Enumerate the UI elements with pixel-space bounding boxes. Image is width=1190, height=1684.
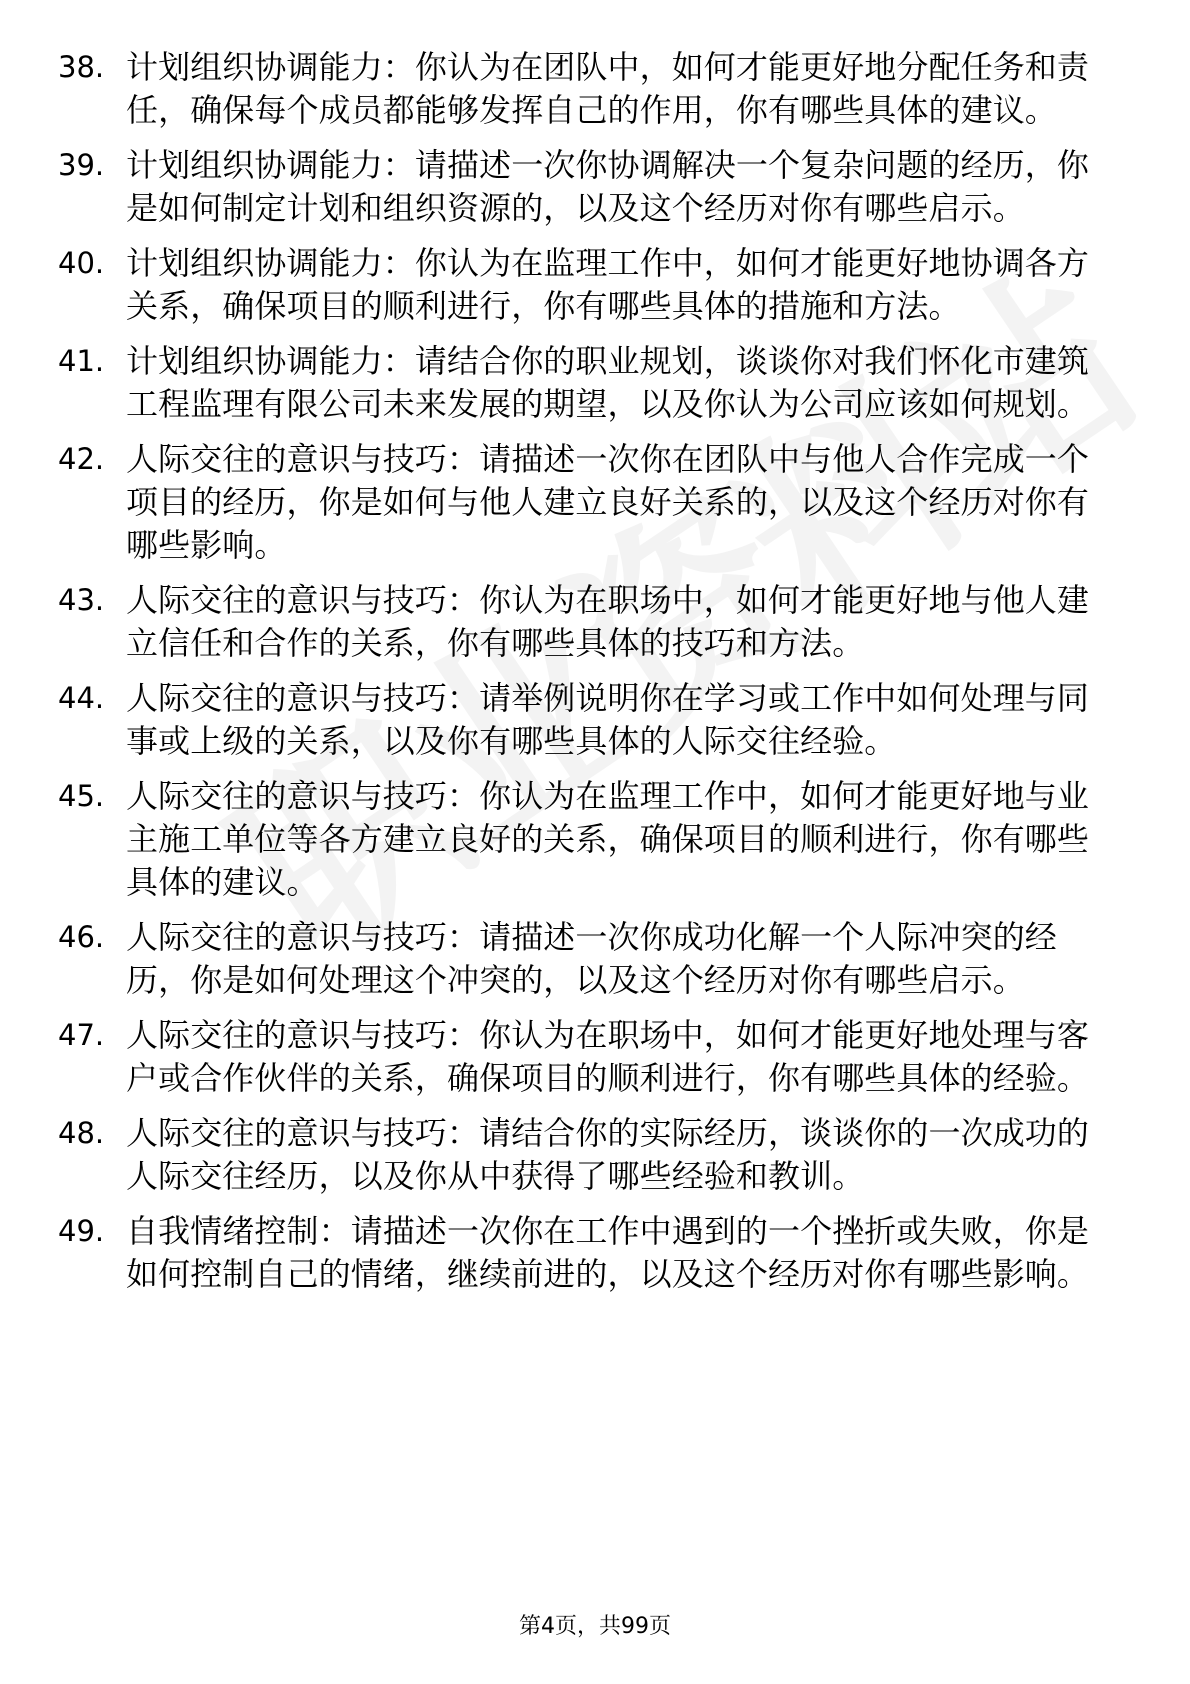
question-item bbox=[58, 340, 1118, 426]
question-item bbox=[58, 1210, 1118, 1296]
page-footer bbox=[0, 1612, 1190, 1642]
question-item bbox=[58, 1014, 1118, 1100]
question-item bbox=[58, 1112, 1118, 1198]
question-text: 计划组织协调能力：你认为在团队中，如何才能更好地分配任务和责任，确保每个成员都能够发挥自己的作用，你有哪些具体的建议。 bbox=[126, 48, 1090, 129]
question-number: 40. bbox=[58, 246, 105, 280]
question-text: 人际交往的意识与技巧：请举例说明你在学习或工作中如何处理与同事或上级的关系，以及你有哪些具体的人际交往经验。 bbox=[126, 679, 1090, 760]
question-number: 39. bbox=[58, 148, 105, 182]
question-item bbox=[58, 46, 1118, 132]
question-item bbox=[58, 438, 1118, 567]
question-text: 人际交往的意识与技巧：请描述一次你在团队中与他人合作完成一个项目的经历，你是如何与他人建立良好关系的，以及这个经历对你有哪些影响。 bbox=[126, 440, 1090, 564]
question-item bbox=[58, 242, 1118, 328]
question-text: 人际交往的意识与技巧：你认为在监理工作中，如何才能更好地与业主施工单位等各方建立良好的关系，确保项目的顺利进行，你有哪些具体的建议。 bbox=[126, 777, 1090, 901]
question-number: 44. bbox=[58, 681, 105, 715]
question-number: 38. bbox=[58, 50, 105, 84]
question-text: 人际交往的意识与技巧：你认为在职场中，如何才能更好地与他人建立信任和合作的关系，你有哪些具体的技巧和方法。 bbox=[126, 581, 1090, 662]
question-number: 46. bbox=[58, 920, 105, 954]
question-number: 42. bbox=[58, 442, 105, 476]
question-number: 45. bbox=[58, 779, 105, 813]
question-list bbox=[58, 46, 1118, 1296]
question-text: 计划组织协调能力：请描述一次你协调解决一个复杂问题的经历，你是如何制定计划和组织资源的，以及这个经历对你有哪些启示。 bbox=[126, 146, 1090, 227]
question-number: 43. bbox=[58, 583, 105, 617]
question-text: 自我情绪控制：请描述一次你在工作中遇到的一个挫折或失败，你是如何控制自己的情绪，继续前进的，以及这个经历对你有哪些影响。 bbox=[126, 1212, 1090, 1293]
question-item bbox=[58, 144, 1118, 230]
question-number: 48. bbox=[58, 1116, 105, 1150]
question-item bbox=[58, 775, 1118, 904]
question-number: 49. bbox=[58, 1214, 105, 1248]
question-text: 计划组织协调能力：你认为在监理工作中，如何才能更好地协调各方关系，确保项目的顺利进行，你有哪些具体的措施和方法。 bbox=[126, 244, 1090, 325]
question-text: 计划组织协调能力：请结合你的职业规划，谈谈你对我们怀化市建筑工程监理有限公司未来发展的期望，以及你认为公司应该如何规划。 bbox=[126, 342, 1090, 423]
question-item bbox=[58, 916, 1118, 1002]
question-item bbox=[58, 579, 1118, 665]
question-number: 41. bbox=[58, 344, 105, 378]
page-number-label: 第4页，共99页 bbox=[519, 1614, 671, 1639]
question-text: 人际交往的意识与技巧：你认为在职场中，如何才能更好地处理与客户或合作伙伴的关系，确保项目的顺利进行，你有哪些具体的经验。 bbox=[126, 1016, 1090, 1097]
question-item bbox=[58, 677, 1118, 763]
question-text: 人际交往的意识与技巧：请描述一次你成功化解一个人际冲突的经历，你是如何处理这个冲突的，以及这个经历对你有哪些启示。 bbox=[126, 918, 1057, 999]
question-text: 人际交往的意识与技巧：请结合你的实际经历，谈谈你的一次成功的人际交往经历，以及你从中获得了哪些经验和教训。 bbox=[126, 1114, 1090, 1195]
question-number: 47. bbox=[58, 1018, 105, 1052]
